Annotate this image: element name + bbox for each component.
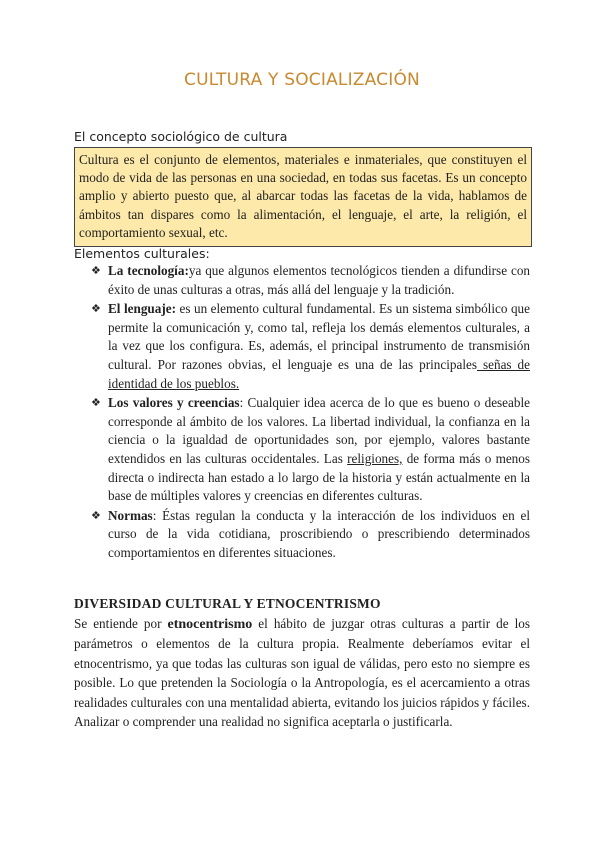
page-title: CULTURA Y SOCIALIZACIÓN — [184, 70, 420, 90]
list-item — [91, 262, 531, 299]
item-text: es un elemento cultural fundamental. Es un sistema simbólico que permite la comunicación y, como tal, refleja los demás elementos culturales, a la vez que los configura. Es, además, el principal instrumento de transmisión cultural. Por razones obvias, el lenguaje es una de las principales — [108, 300, 530, 373]
item-term: Los valores y creencias — [108, 394, 240, 410]
list-item — [91, 507, 530, 563]
para-term: etnocentrismo — [167, 617, 253, 632]
list-item — [91, 300, 530, 394]
item-text-after: de forma más o menos directa o indirecta han estado a lo largo de la historia y están actualmente en la base de múltiples valores y creencias en diferentes culturas. — [108, 451, 530, 504]
item-term: El lenguaje: — [108, 300, 176, 316]
item-text: : Cualquier idea acerca de lo que es bueno o deseable corresponde al ámbito de los valores. La libertad individual, la confianza en la ciencia o la igualdad de oportunidades son, por ejemplo, valores bastante extendidos en las culturas occidentales. Las — [108, 394, 530, 467]
diamond-bullet-icon: ❖ — [91, 508, 101, 522]
diversity-paragraph — [74, 614, 530, 731]
item-term: La tecnología: — [108, 263, 189, 278]
item-term: Normas — [108, 507, 153, 523]
elements-list — [91, 262, 531, 563]
elements-heading: Elementos culturales: — [74, 246, 210, 261]
item-text: ya que algunos elementos tecnológicos tienden a difundirse con éxito de unas culturas a otras, más allá del lenguaje y la tradición. — [108, 263, 531, 297]
item-text: : Éstas regulan la conducta y la interacción de los individuos en el curso de la vida cotidiana, proscribiendo o prescribiendo determinados comportamientos en diferentes situaciones. — [108, 507, 530, 561]
identity-link[interactable]: señas de identidad de los pueblos. — [108, 357, 530, 391]
para-intro: Se entiende por — [74, 616, 168, 631]
diversity-heading: DIVERSIDAD CULTURAL Y ETNOCENTRISMO — [74, 596, 381, 611]
concept-heading: El concepto sociológico de cultura — [74, 129, 288, 144]
para-body: el hábito de juzgar otras culturas a partir de los parámetros o elementos de la cultura propia. Realmente deberíamos evitar el etnocentrismo, ya que todas las culturas son igual de válidas, pero esto no siempre es posible. Lo que pretenden la Sociología o la Antropología, es el acercamiento a otras realidades culturales con una mentalidad abierta, evitando los juicios rápidos y fáciles. Analizar o comprender una realidad no significa aceptarla o justificarla. — [74, 616, 531, 730]
diamond-bullet-icon: ❖ — [91, 264, 101, 277]
definition-box: Cultura es el conjunto de elementos, materiales e inmateriales, que constituyen el modo de vida de las personas en una sociedad, en todas sus facetas. Es un concepto amplio y abierto puesto que, al abarcar todas las facetas de la vida, hablamos de ámbitos tan dispares como la alimentación, el lenguaje, el arte, la religión, el comportamiento sexual, etc. — [74, 147, 532, 247]
religions-link[interactable]: religiones, — [347, 451, 403, 467]
list-item — [91, 394, 530, 506]
diamond-bullet-icon: ❖ — [91, 301, 101, 315]
diamond-bullet-icon: ❖ — [91, 395, 101, 409]
